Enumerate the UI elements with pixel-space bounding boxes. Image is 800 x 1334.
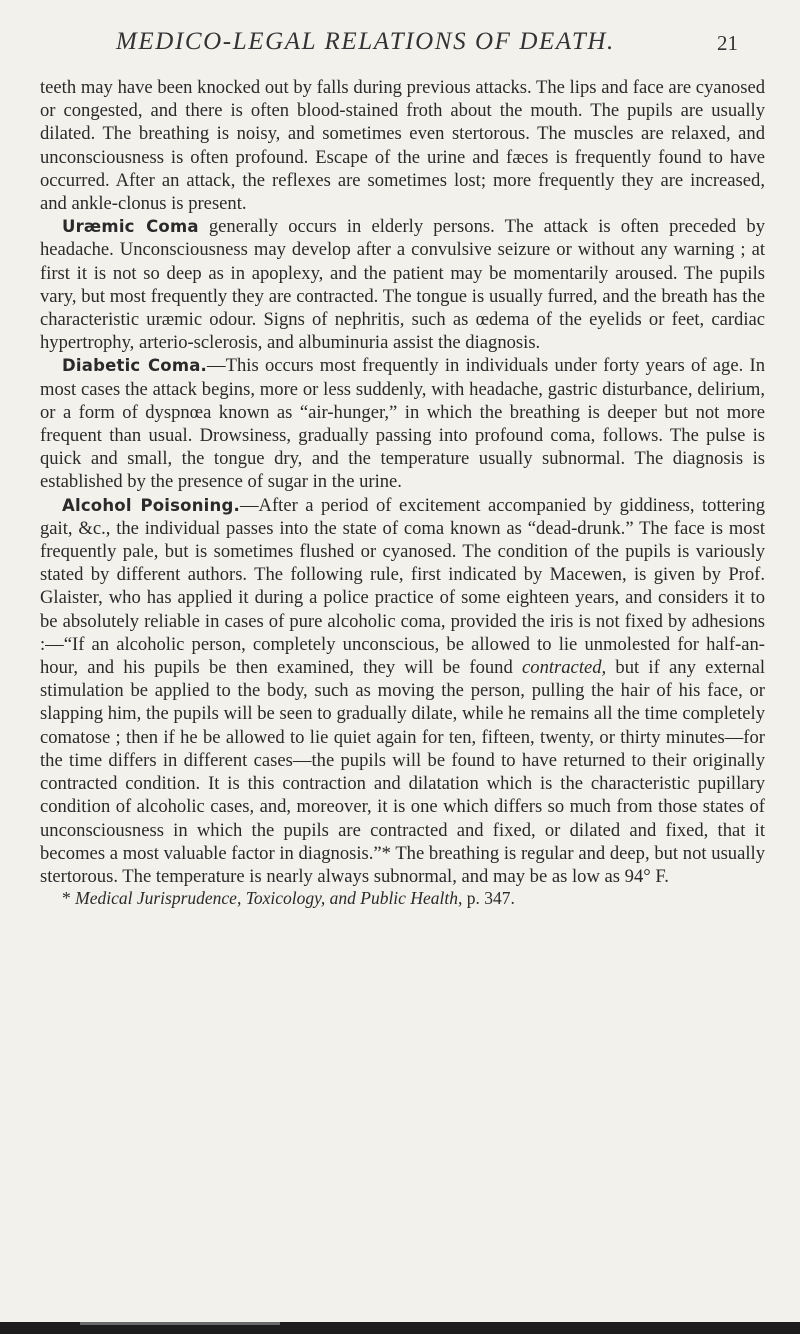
- paragraph-epilepsy-continued: [40, 76, 765, 215]
- paragraph-text: generally occurs in elderly persons. The attack is often preceded by headache. Unconsciousness may develop after a convulsive seizure or without any warning ; at first it is not so deep as in apoplexy, and the patient may be momentarily aroused. The pupils vary, but most frequently they are contracted. The tongue is usually furred, and the breath has the characteristic uræmic odour. Signs of nephritis, such as œdema of the eyelids or feet, cardiac hypertrophy, arterio-sclerosis, and albuminuria assist the diagnosis.: [40, 216, 765, 354]
- paragraph-uraemic-coma: [40, 215, 765, 354]
- emphasis-text: contracted,: [522, 657, 607, 679]
- paragraph-alcohol-poisoning: [40, 494, 765, 888]
- footnote-page: p. 347.: [462, 888, 515, 909]
- footnote-marker: *: [62, 888, 76, 909]
- running-title: MEDICO-LEGAL RELATIONS OF DEATH.: [116, 28, 615, 55]
- section-heading: Alcohol Poisoning.: [62, 495, 240, 515]
- body-text: [40, 76, 765, 909]
- paragraph-text: teeth may have been knocked out by falls during previous attacks. The lips and face are cyanosed or congested, and there is often blood-stained froth about the mouth. The pupils are usually dilated. The breathing is noisy, and sometimes even stertorous. The muscles are relaxed, and unconsciousness is often profound. Escape of the urine and fæces is frequently found to have occurred. After an attack, the reflexes are sometimes lost; more frequently they are increased, and ankle-clonus is present.: [40, 77, 765, 215]
- section-heading: Uræmic Coma: [62, 217, 199, 237]
- paragraph-text: —This occurs most frequently in individuals under forty years of age. In most cases the attack begins, more or less suddenly, with headache, gastric disturbance, delirium, or a form of dyspnœa known as “air-hunger,” in which the breathing is deeper but not more frequent than usual. Drowsiness, gradually passing into profound coma, follows. The pulse is quick and small, the tongue dry, and the temperature usually subnormal. The diagnosis is established by the presence of sugar in the urine.: [40, 355, 765, 493]
- section-heading: Diabetic Coma.: [62, 356, 208, 376]
- scan-edge-highlight: [80, 1322, 280, 1325]
- running-head: [60, 28, 740, 64]
- footnote-source-title: Medical Jurisprudence, Toxicology, and Public Health,: [75, 888, 463, 909]
- paragraph-text: but if any external stimulation be applied to the body, such as moving the person, pulling the hair of his face, or slapping him, the pupils will be seen to gradually dilate, while he remains all the time completely comatose ; then if he be allowed to lie quiet again for ten, fifteen, twenty, or thirty minutes—for the time differs in different cases—the pupils will be found to have returned to their originally contracted condition. It is this contraction and dilatation which is the characteristic pupillary condition of alcoholic cases, and, moreover, it is one which differs so much from those states of unconsciousness in which the pupils are contracted and fixed, or dilated and fixed, that it becomes a most valuable factor in diagnosis.”* The breathing is regular and deep, but not usually stertorous. The temperature is nearly always subnormal, and may be as low as 94° F.: [40, 657, 765, 887]
- footnote: [40, 888, 765, 909]
- paragraph-text: —After a period of excitement accompanied by giddiness, tottering gait, &c., the individual passes into the state of coma known as “dead-drunk.” The face is most frequently pale, but is sometimes flushed or cyanosed. The condition of the pupils is variously stated by different authors. The following rule, first indicated by Macewen, is given by Prof. Glaister, who has applied it during a police practice of some eighteen years, and considers it to be absolutely reliable in cases of pure alcoholic coma, provided the iris is not fixed by adhesions :—“If an alcoholic person, completely unconscious, be allowed to lie unmolested for half-an-hour, and his pupils be then examined, they will be found: [40, 494, 766, 679]
- paragraph-diabetic-coma: [40, 354, 765, 493]
- page-number: 21: [717, 31, 738, 55]
